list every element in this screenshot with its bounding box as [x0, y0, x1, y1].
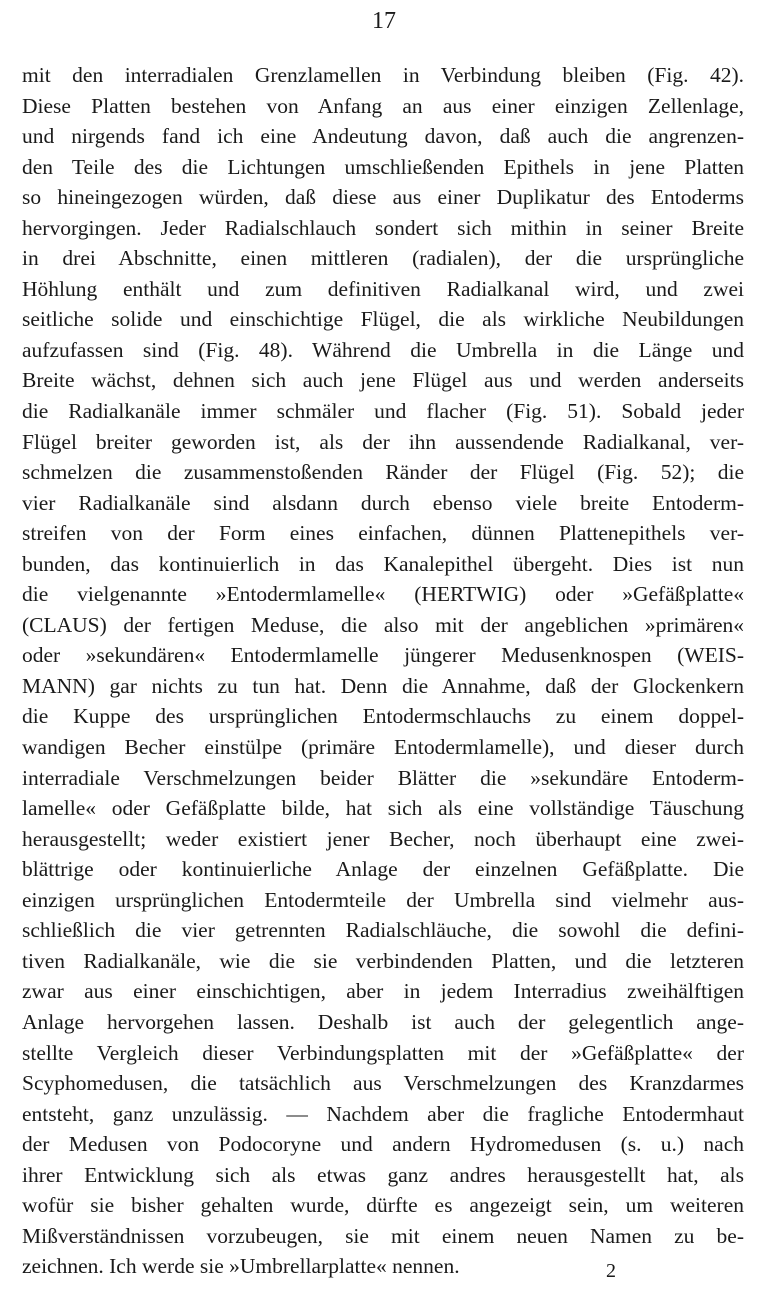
text-line: so hineingezogen würden, daß diese aus einer Duplikatur des Entoderms — [22, 185, 744, 210]
text-line: zwar aus einer einschichtigen, aber in jedem Interradius zweihälftigen — [22, 979, 744, 1004]
text-line: (CLAUS) der fertigen Meduse, die also mit der angeblichen »primären« — [22, 612, 744, 637]
text-line: oder »sekundären« Entodermlamelle jüngerer Medusenknospen (WEIS- — [22, 643, 744, 668]
text-line: mit den interradialen Grenzlamellen in Verbindung bleiben (Fig. 42). — [22, 63, 744, 87]
text-line: einzigen ursprünglichen Entodermteile der Umbrella sind vielmehr aus- — [22, 887, 744, 912]
text-line: bunden, das kontinuierlich in das Kanalepithel übergeht. Dies ist nun — [22, 551, 744, 576]
text-line: seitliche solide und einschichtige Flügel, die als wirkliche Neubildungen — [22, 307, 744, 332]
text-line: blättrige oder kontinuierliche Anlage der einzelnen Gefäßplatte. Die — [22, 857, 744, 882]
text-line: wofür sie bisher gehalten wurde, dürfte es angezeigt sein, um weiteren — [22, 1193, 744, 1218]
text-line: in drei Abschnitte, einen mittleren (radialen), der die ursprüngliche — [22, 246, 744, 271]
text-line: ihrer Entwicklung sich als etwas ganz andres herausgestellt hat, als — [22, 1162, 744, 1187]
text-line: vier Radialkanäle sind alsdann durch ebenso viele breite Entoderm- — [22, 490, 744, 515]
text-line: hervorgingen. Jeder Radialschlauch sondert sich mithin in seiner Breite — [22, 215, 744, 240]
text-line: schmelzen die zusammenstoßenden Ränder der Flügel (Fig. 52); die — [22, 460, 744, 485]
text-line: interradiale Verschmelzungen beider Blätter die »sekundäre Entoderm- — [22, 765, 744, 790]
text-line: tiven Radialkanäle, wie die sie verbindenden Platten, und die letzteren — [22, 948, 744, 973]
text-line: Breite wächst, dehnen sich auch jene Flügel aus und werden anderseits — [22, 368, 744, 393]
text-line-last: zeichnen. Ich werde sie »Umbrellarplatte« nennen. — [22, 1254, 460, 1279]
text-line: die vielgenannte »Entodermlamelle« (HERTWIG) oder »Gefäßplatte« — [22, 582, 744, 607]
page-number: 17 — [372, 8, 396, 34]
text-line: Diese Platten bestehen von Anfang an aus einer einzigen Zellenlage, — [22, 93, 744, 118]
text-line: Scyphomedusen, die tatsächlich aus Verschmelzungen des Kranzdarmes — [22, 1071, 744, 1096]
text-line: Höhlung enthält und zum definitiven Radialkanal wird, und zwei — [22, 276, 744, 301]
text-line: die Radialkanäle immer schmäler und flacher (Fig. 51). Sobald jeder — [22, 399, 744, 424]
text-line: wandigen Becher einstülpe (primäre Entodermlamelle), und dieser durch — [22, 735, 744, 760]
text-line: aufzufassen sind (Fig. 48). Während die Umbrella in die Länge und — [22, 337, 744, 362]
text-line: und nirgends fand ich eine Andeutung davon, daß auch die angrenzen- — [22, 124, 744, 149]
text-line: herausgestellt; weder existiert jener Becher, noch überhaupt eine zwei- — [22, 826, 744, 851]
text-line: stellte Vergleich dieser Verbindungsplatten mit der »Gefäßplatte« der — [22, 1040, 744, 1065]
text-line: Flügel breiter geworden ist, als der ihn aussendende Radialkanal, ver- — [22, 429, 744, 454]
text-line: entsteht, ganz unzulässig. — Nachdem aber die fragliche Entodermhaut — [22, 1101, 744, 1126]
text-line: lamelle« oder Gefäßplatte bilde, hat sich als eine vollständige Täuschung — [22, 796, 744, 821]
text-line: der Medusen von Podocoryne und andern Hydromedusen (s. u.) nach — [22, 1132, 744, 1157]
text-line: die Kuppe des ursprünglichen Entodermschlauchs zu einem doppel- — [22, 704, 744, 729]
text-line: schließlich die vier getrennten Radialschläuche, die sowohl die defini- — [22, 918, 744, 943]
text-line: Mißverständnissen vorzubeugen, sie mit einem neuen Namen zu be- — [22, 1223, 744, 1248]
body-text — [22, 60, 744, 1282]
text-line: streifen von der Form eines einfachen, dünnen Plattenepithels ver- — [22, 521, 744, 546]
text-line: MANN) gar nichts zu tun hat. Denn die Annahme, daß der Glockenkern — [22, 673, 744, 698]
text-line: den Teile des die Lichtungen umschließenden Epithels in jene Platten — [22, 154, 744, 179]
signature-mark: 2 — [606, 1260, 616, 1282]
text-line: Anlage hervorgehen lassen. Deshalb ist auch der gelegentlich ange- — [22, 1009, 744, 1034]
